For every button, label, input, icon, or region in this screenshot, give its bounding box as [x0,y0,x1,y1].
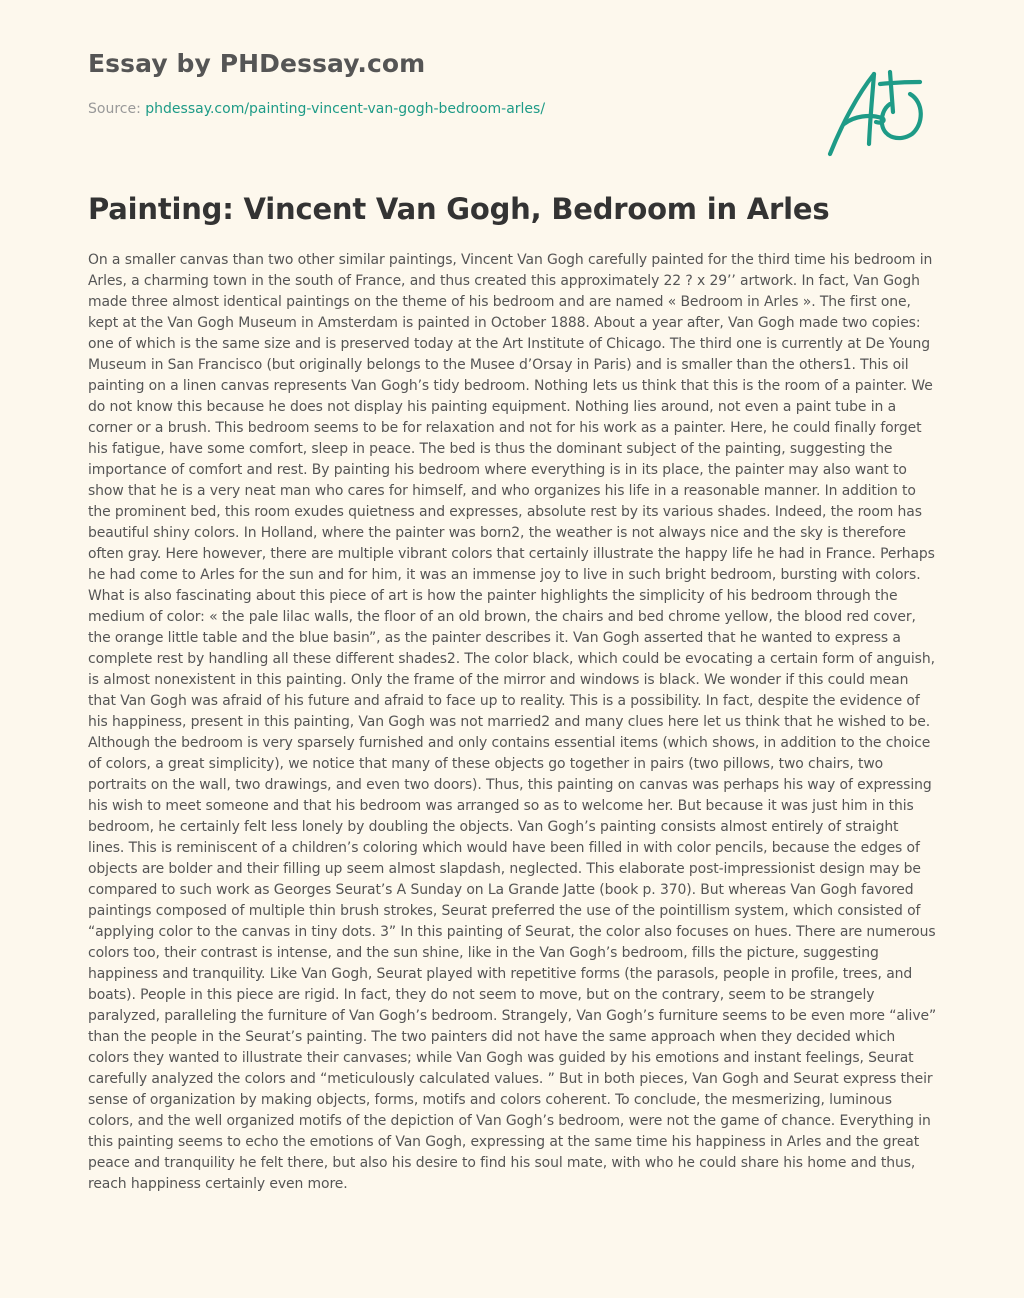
site-brand: Essay by PHDessay.com [88,49,426,78]
source-line [88,101,545,117]
page-title: Painting: Vincent Van Gogh, Bedroom in Arles [88,192,830,226]
source-link[interactable]: phdessay.com/painting-vincent-van-gogh-bedroom-arles/ [145,101,546,117]
source-label: Source: [88,101,146,117]
essay-body: On a smaller canvas than two other similar paintings, Vincent Van Gogh carefully painted for the third time his bedroom in Arles, a charming town in the south of France, and thus created this approximately 22 ? x 29’’ artwork. In fact, Van Gogh made three almost identical paintings on the theme of his bedroom and are named « Bedroom in Arles ». The first one, kept at the Van Gogh Museum in Amsterdam is painted in October 1888. About a year after, Van Gogh made two copies: one of which is the same size and is preserved today at the Art Institute of Chicago. The third one is currently at De Young Museum in San Francisco (but originally belongs to the Musee d’Orsay in Paris) and is smaller than the others1. This oil painting on a linen canvas represents Van Gogh’s tidy bedroom. Nothing lets us think that this is the room of a painter. We do not know this because he does not display his painting equipment. Nothing lies around, not even a paint tube in a corner or a brush. This bedroom seems to be for relaxation and not for his work as a painter. Here, he could finally forget his fatigue, have some comfort, sleep in peace. The bed is thus the dominant subject of the painting, suggesting the importance of comfort and rest. By painting his bedroom where everything is in its place, the painter may also want to show that he is a very neat man who cares for himself, and who organizes his life in a reasonable manner. In addition to the prominent bed, this room exudes quietness and expresses, absolute rest by its various shades. Indeed, the room has beautiful shiny colors. In Holland, where the painter was born2, the weather is not always nice and the sky is therefore often gray. Here however, there are multiple vibrant colors that certainly illustrate the happy life he had in France. Perhaps he had come to Arles for the sun and for him, it was an immense joy to live in such bright bedroom, bursting with colors. What is also fascinating about this piece of art is how the painter highlights the simplicity of his bedroom through the medium of color: « the pale lilac walls, the floor of an old brown, the chairs and bed chrome yellow, the blood red cover, the orange little table and the blue basin”, as the painter describes it. Van Gogh asserted that he wanted to express a complete rest by handling all these different shades2. The color black, which could be evocating a certain form of anguish, is almost nonexistent in this painting. Only the frame of the mirror and windows is black. We wonder if this could mean that Van Gogh was afraid of his future and afraid to face up to reality. This is a possibility. In fact, despite the evidence of his happiness, present in this painting, Van Gogh was not married2 and many clues here let us think that he wished to be. Although the bedroom is very sparsely furnished and only contains essential items (which shows, in addition to the choice of colors, a great simplicity), we notice that many of these objects go together in pairs (two pillows, two chairs, two portraits on the wall, two drawings, and even two doors). Thus, this painting on canvas was perhaps his way of expressing his wish to meet someone and that his bedroom was arranged so as to welcome her. But because it was just him in this bedroom, he certainly felt less lonely by doubling the objects. Van Gogh’s painting consists almost entirely of straight lines. This is reminiscent of a children’s coloring which would have been filled in with color pencils, because the edges of objects are bolder and their filling up seem almost slapdash, neglected. This elaborate post-impressionist design may be compared to such work as Georges Seurat’s A Sunday on La Grande Jatte (book p. 370). But whereas Van Gogh favored paintings composed of multiple thin brush strokes, Seurat preferred the use of the pointillism system, which consisted of “applying color to the canvas in tiny dots. 3” In this painting of Seurat, the color also focuses on hues. There are numerous colors too, their contrast is intense, and the sun shine, like in the Van Gogh’s bedroom, fills the picture, suggesting happiness and tranquility. Like Van Gogh, Seurat played with repetitive forms (the parasols, people in profile, trees, and boats). People in this piece are rigid. In fact, they do not seem to move, but on the contrary, seem to be strangely paralyzed, paralleling the furniture of Van Gogh’s bedroom. Strangely, Van Gogh’s furniture seems to be even more “alive” than the people in the Seurat’s painting. The two painters did not have the same approach when they decided which colors they wanted to illustrate their canvases; while Van Gogh was guided by his emotions and instant feelings, Seurat carefully analyzed the colors and “meticulously calculated values. ” But in both pieces, Van Gogh and Seurat express their sense of organization by making objects, forms, motifs and colors coherent. To conclude, the mesmerizing, luminous colors, and the well organized motifs of the depiction of Van Gogh’s bedroom, were not the game of chance. Everything in this painting seems to echo the emotions of Van Gogh, expressing at the same time his happiness in Arles and the great peace and tranquility he felt there, but also his desire to find his soul mate, with who he could share his home and thus, reach happiness certainly even more. [88,252,937,1192]
a-plus-grade-icon [820,62,932,162]
